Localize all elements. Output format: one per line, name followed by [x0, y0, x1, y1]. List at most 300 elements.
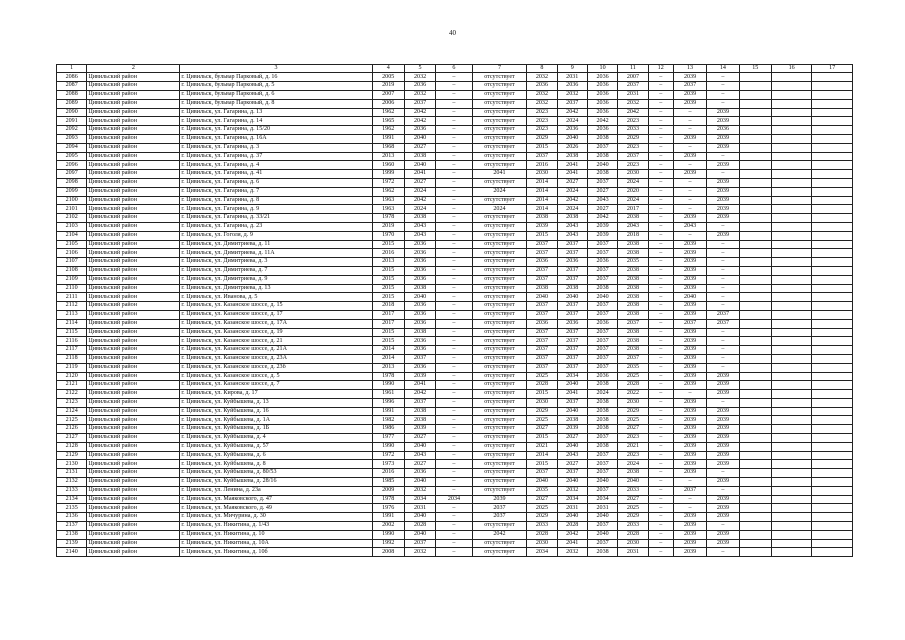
table-cell: 1991: [372, 513, 404, 522]
table-cell: 2039: [707, 143, 739, 152]
table-cell: [739, 425, 771, 434]
table-cell: [739, 363, 771, 372]
table-cell: [812, 99, 853, 108]
table-cell: 2037: [527, 469, 557, 478]
table-cell: 2088: [57, 91, 87, 100]
table-cell: г. Цивильск, ул. Казанское шоссе, д. 15: [180, 302, 372, 311]
table-cell: отсутствует: [472, 416, 527, 425]
table-row: [57, 284, 853, 293]
table-cell: [739, 513, 771, 522]
table-cell: 2027: [557, 178, 587, 187]
table-cell: 2038: [587, 170, 617, 179]
table-cell: –: [436, 205, 472, 214]
table-cell: [812, 266, 853, 275]
table-cell: 1999: [372, 170, 404, 179]
table-cell: 2024: [557, 187, 587, 196]
table-cell: г. Цивильск, ул. Гагарина, д. 23: [180, 222, 372, 231]
table-cell: Цивильский район: [87, 91, 180, 100]
table-cell: 2039: [673, 99, 706, 108]
table-cell: 2134: [57, 495, 87, 504]
table-cell: г. Цивильск, ул. Казанское шоссе, д. 17А: [180, 319, 372, 328]
table-cell: [771, 548, 811, 557]
table-row: [57, 390, 853, 399]
table-cell: 2036: [587, 91, 617, 100]
table-cell: 2038: [618, 249, 648, 258]
table-cell: 2015: [372, 266, 404, 275]
table-cell: 2034: [557, 372, 587, 381]
table-cell: отсутствует: [472, 134, 527, 143]
table-cell: 2029: [527, 134, 557, 143]
table-cell: 2036: [404, 240, 435, 249]
table-cell: 2037: [527, 152, 557, 161]
table-cell: [771, 486, 811, 495]
table-cell: 2037: [557, 275, 587, 284]
table-cell: [739, 134, 771, 143]
table-cell: [739, 346, 771, 355]
table-cell: 2039: [707, 451, 739, 460]
table-cell: 2040: [404, 530, 435, 539]
table-cell: 2025: [527, 504, 557, 513]
table-cell: –: [648, 161, 673, 170]
table-cell: 2040: [557, 134, 587, 143]
table-cell: 2041: [557, 390, 587, 399]
table-cell: 2018: [618, 231, 648, 240]
table-cell: –: [648, 249, 673, 258]
column-number: 11: [618, 65, 648, 73]
table-cell: г. Цивильск, ул. Гагарина, д. 9: [180, 205, 372, 214]
table-cell: –: [436, 82, 472, 91]
table-cell: –: [436, 434, 472, 443]
table-cell: 2137: [57, 522, 87, 531]
table-cell: 2036: [404, 337, 435, 346]
table-cell: –: [673, 178, 706, 187]
table-cell: [739, 407, 771, 416]
table-cell: 1973: [372, 460, 404, 469]
table-cell: –: [436, 460, 472, 469]
table-cell: –: [648, 530, 673, 539]
table-cell: 2043: [557, 231, 587, 240]
table-cell: [739, 302, 771, 311]
table-cell: –: [436, 258, 472, 267]
column-number: 4: [372, 65, 404, 73]
table-cell: [771, 425, 811, 434]
table-cell: [771, 539, 811, 548]
table-cell: 2037: [557, 363, 587, 372]
table-cell: 1990: [372, 530, 404, 539]
table-cell: –: [648, 478, 673, 487]
table-cell: 1978: [372, 372, 404, 381]
table-cell: [739, 91, 771, 100]
table-row: [57, 504, 853, 513]
table-cell: 2020: [618, 187, 648, 196]
column-number: 10: [587, 65, 617, 73]
table-cell: [739, 460, 771, 469]
table-cell: –: [436, 486, 472, 495]
table-cell: –: [436, 328, 472, 337]
table-cell: 2028: [618, 530, 648, 539]
table-row: [57, 73, 853, 82]
table-cell: –: [436, 143, 472, 152]
table-cell: 2037: [618, 82, 648, 91]
table-row: [57, 469, 853, 478]
table-cell: 2036: [527, 82, 557, 91]
table-cell: 2015: [372, 328, 404, 337]
table-cell: –: [707, 363, 739, 372]
table-cell: –: [648, 266, 673, 275]
table-cell: [771, 495, 811, 504]
table-cell: г. Цивильск, ул. Гагарина, д. 4: [180, 161, 372, 170]
table-cell: г. Цивильск, ул. Никитина, д. 10: [180, 530, 372, 539]
table-cell: Цивильский район: [87, 99, 180, 108]
table-cell: Цивильский район: [87, 178, 180, 187]
table-row: [57, 354, 853, 363]
column-number: 15: [739, 65, 771, 73]
table-cell: 2039: [673, 328, 706, 337]
table-cell: 2026: [557, 143, 587, 152]
table-cell: [771, 170, 811, 179]
table-cell: 2024: [618, 196, 648, 205]
table-cell: –: [648, 73, 673, 82]
table-cell: Цивильский район: [87, 486, 180, 495]
table-cell: 2128: [57, 442, 87, 451]
table-cell: 2094: [57, 143, 87, 152]
table-cell: [812, 495, 853, 504]
table-cell: 2039: [673, 548, 706, 557]
table-cell: [771, 530, 811, 539]
table-cell: 2037: [673, 486, 706, 495]
table-cell: отсутствует: [472, 284, 527, 293]
table-cell: –: [648, 522, 673, 531]
table-cell: 2039: [673, 460, 706, 469]
table-cell: [739, 258, 771, 267]
table-cell: 2038: [587, 398, 617, 407]
table-cell: 1962: [372, 187, 404, 196]
table-cell: [812, 293, 853, 302]
table-cell: 2039: [707, 539, 739, 548]
table-cell: 2027: [557, 460, 587, 469]
table-cell: –: [436, 319, 472, 328]
table-cell: 2039: [673, 170, 706, 179]
table-cell: Цивильский район: [87, 346, 180, 355]
table-cell: 2037: [557, 398, 587, 407]
table-cell: 2032: [557, 91, 587, 100]
table-cell: 2039: [673, 416, 706, 425]
table-cell: [739, 530, 771, 539]
table-row: [57, 460, 853, 469]
table-cell: 2038: [527, 284, 557, 293]
table-cell: г. Цивильск, ул. Казанское шоссе, д. 21: [180, 337, 372, 346]
table-cell: 2027: [404, 434, 435, 443]
table-cell: [771, 513, 811, 522]
table-cell: 2014: [372, 346, 404, 355]
table-cell: [739, 478, 771, 487]
table-cell: –: [648, 231, 673, 240]
table-cell: 2025: [527, 372, 557, 381]
table-cell: –: [436, 346, 472, 355]
table-cell: Цивильский район: [87, 319, 180, 328]
table-cell: –: [707, 284, 739, 293]
table-cell: г. Цивильск, ул. Куйбышева, д. 13: [180, 398, 372, 407]
table-cell: [812, 469, 853, 478]
table-cell: 2037: [587, 302, 617, 311]
table-cell: 2002: [372, 522, 404, 531]
table-cell: 2005: [372, 73, 404, 82]
table-cell: 2040: [527, 478, 557, 487]
table-cell: отсутствует: [472, 390, 527, 399]
table-cell: [739, 143, 771, 152]
table-cell: отсутствует: [472, 231, 527, 240]
table-cell: 2032: [404, 548, 435, 557]
table-cell: г. Цивильск, ул. Маяковского, д. 49: [180, 504, 372, 513]
table-cell: 2019: [372, 222, 404, 231]
table-cell: 2037: [587, 451, 617, 460]
table-cell: 2036: [404, 310, 435, 319]
table-cell: –: [707, 398, 739, 407]
table-cell: 2040: [404, 161, 435, 170]
table-cell: отсутствует: [472, 398, 527, 407]
table-cell: 2039: [587, 231, 617, 240]
table-cell: отсутствует: [472, 354, 527, 363]
table-body: [57, 65, 853, 557]
table-cell: [739, 73, 771, 82]
table-cell: 2040: [557, 407, 587, 416]
table-cell: [812, 214, 853, 223]
table-cell: 2038: [557, 284, 587, 293]
table-cell: 2038: [618, 214, 648, 223]
table-cell: 2039: [527, 222, 557, 231]
table-cell: 2037: [618, 152, 648, 161]
table-cell: 2038: [618, 266, 648, 275]
table-cell: 2030: [618, 170, 648, 179]
table-cell: –: [707, 222, 739, 231]
table-cell: 2037: [587, 249, 617, 258]
table-cell: г. Цивильск, ул. Мичурина, д. 30: [180, 513, 372, 522]
table-cell: 2040: [673, 293, 706, 302]
table-cell: [812, 187, 853, 196]
table-cell: –: [707, 354, 739, 363]
table-cell: 2035: [618, 363, 648, 372]
table-cell: [771, 363, 811, 372]
table-cell: г. Цивильск, ул. Куйбышева, д. 16: [180, 407, 372, 416]
table-cell: [739, 231, 771, 240]
table-cell: 1972: [372, 178, 404, 187]
table-cell: Цивильский район: [87, 337, 180, 346]
table-cell: 2031: [404, 504, 435, 513]
table-cell: 2112: [57, 302, 87, 311]
table-cell: отсутствует: [472, 381, 527, 390]
table-row: [57, 214, 853, 223]
table-cell: г. Цивильск, ул. Куйбышева, д. 57: [180, 442, 372, 451]
table-cell: –: [648, 495, 673, 504]
table-cell: Цивильский район: [87, 425, 180, 434]
table-cell: 2014: [372, 354, 404, 363]
table-cell: 2021: [618, 442, 648, 451]
table-cell: 2041: [472, 170, 527, 179]
table-cell: 2040: [587, 293, 617, 302]
table-cell: [771, 108, 811, 117]
table-cell: 2036: [404, 275, 435, 284]
table-cell: 1985: [372, 478, 404, 487]
table-cell: 2037: [557, 249, 587, 258]
table-cell: [739, 416, 771, 425]
table-cell: 2033: [618, 486, 648, 495]
table-cell: 1992: [372, 539, 404, 548]
table-cell: –: [648, 469, 673, 478]
table-cell: Цивильский район: [87, 143, 180, 152]
table-cell: 2041: [557, 539, 587, 548]
table-cell: 2097: [57, 170, 87, 179]
table-cell: Цивильский район: [87, 170, 180, 179]
table-row: [57, 117, 853, 126]
table-cell: Цивильский район: [87, 258, 180, 267]
table-cell: 2037: [557, 240, 587, 249]
table-cell: 2042: [557, 196, 587, 205]
table-cell: 2039: [707, 416, 739, 425]
table-cell: 2039: [673, 425, 706, 434]
table-cell: [771, 442, 811, 451]
table-cell: 2015: [372, 293, 404, 302]
table-cell: [812, 82, 853, 91]
table-cell: 2036: [587, 108, 617, 117]
table-cell: 2032: [618, 99, 648, 108]
table-cell: отсутствует: [472, 275, 527, 284]
table-row: [57, 222, 853, 231]
column-number: 14: [707, 65, 739, 73]
table-cell: –: [707, 302, 739, 311]
table-cell: [739, 495, 771, 504]
table-cell: [812, 143, 853, 152]
table-cell: г. Цивильск, ул. Казанское шоссе, д. 21А: [180, 346, 372, 355]
table-cell: 2040: [557, 381, 587, 390]
table-cell: 2043: [557, 222, 587, 231]
table-cell: 2037: [557, 469, 587, 478]
table-cell: отсутствует: [472, 99, 527, 108]
table-cell: 2039: [673, 275, 706, 284]
table-cell: г. Цивильск, ул. Димитриева, д. 11: [180, 240, 372, 249]
table-cell: 2039: [673, 522, 706, 531]
table-row: [57, 293, 853, 302]
table-row: [57, 539, 853, 548]
table-cell: 2040: [587, 513, 617, 522]
table-cell: 2091: [57, 117, 87, 126]
table-cell: 2037: [527, 328, 557, 337]
table-cell: 2037: [557, 99, 587, 108]
table-cell: [812, 346, 853, 355]
table-cell: 2042: [404, 117, 435, 126]
table-cell: г. Цивильск, ул. Гагарина, д. 7: [180, 187, 372, 196]
table-row: [57, 495, 853, 504]
table-cell: г. Цивильск, ул. Куйбышева, д. 1А: [180, 416, 372, 425]
table-cell: Цивильский район: [87, 354, 180, 363]
table-cell: 2024: [472, 187, 527, 196]
table-cell: 2127: [57, 434, 87, 443]
table-cell: 2041: [557, 161, 587, 170]
table-cell: 2034: [527, 548, 557, 557]
table-cell: 2029: [527, 407, 557, 416]
table-cell: [739, 486, 771, 495]
table-cell: 2036: [404, 469, 435, 478]
table-cell: –: [648, 425, 673, 434]
table-cell: г. Цивильск, бульвар Парковый, д. 8: [180, 99, 372, 108]
table-cell: отсутствует: [472, 442, 527, 451]
table-cell: –: [707, 170, 739, 179]
table-cell: –: [436, 222, 472, 231]
table-cell: 2093: [57, 134, 87, 143]
table-cell: 2038: [557, 152, 587, 161]
table-cell: [739, 275, 771, 284]
table-cell: 2110: [57, 284, 87, 293]
table-cell: 2027: [618, 495, 648, 504]
table-cell: [771, 284, 811, 293]
table-cell: –: [648, 513, 673, 522]
table-cell: [739, 117, 771, 126]
table-cell: 2039: [673, 442, 706, 451]
table-cell: г. Цивильск, ул. Гагарина, д. 6: [180, 178, 372, 187]
table-cell: 2131: [57, 469, 87, 478]
table-cell: 2031: [618, 548, 648, 557]
table-cell: отсутствует: [472, 337, 527, 346]
table-cell: отсутствует: [472, 222, 527, 231]
table-cell: [739, 434, 771, 443]
table-row: [57, 143, 853, 152]
table-cell: –: [648, 354, 673, 363]
table-cell: –: [707, 293, 739, 302]
table-cell: [812, 337, 853, 346]
table-cell: –: [436, 266, 472, 275]
table-row: [57, 451, 853, 460]
table-cell: [739, 442, 771, 451]
table-cell: 2017: [372, 319, 404, 328]
table-cell: отсутствует: [472, 346, 527, 355]
table-cell: –: [436, 530, 472, 539]
table-cell: 2039: [707, 442, 739, 451]
table-cell: 2037: [587, 266, 617, 275]
table-cell: 2039: [404, 372, 435, 381]
table-cell: 2023: [527, 126, 557, 135]
table-cell: Цивильский район: [87, 293, 180, 302]
table-cell: отсутствует: [472, 196, 527, 205]
table-cell: 2023: [527, 108, 557, 117]
table-cell: 2104: [57, 231, 87, 240]
table-cell: –: [436, 99, 472, 108]
table-cell: [739, 187, 771, 196]
table-cell: 2037: [527, 346, 557, 355]
table-cell: 1976: [372, 504, 404, 513]
table-row: [57, 416, 853, 425]
table-cell: Цивильский район: [87, 73, 180, 82]
table-cell: 2037: [527, 302, 557, 311]
table-cell: –: [648, 451, 673, 460]
table-cell: –: [436, 108, 472, 117]
table-cell: Цивильский район: [87, 416, 180, 425]
table-cell: 2036: [587, 319, 617, 328]
table-cell: 2039: [673, 249, 706, 258]
table-cell: 2037: [587, 486, 617, 495]
table-cell: Цивильский район: [87, 187, 180, 196]
table-cell: –: [648, 222, 673, 231]
table-cell: 2041: [404, 170, 435, 179]
table-cell: 2036: [557, 258, 587, 267]
table-cell: 2037: [587, 363, 617, 372]
table-cell: г. Цивильск, ул. Димитриева, д. 9: [180, 275, 372, 284]
table-cell: [739, 205, 771, 214]
table-cell: 2114: [57, 319, 87, 328]
table-cell: 2027: [618, 425, 648, 434]
table-cell: 2027: [404, 460, 435, 469]
table-cell: –: [673, 108, 706, 117]
column-number: 6: [436, 65, 472, 73]
table-cell: г. Цивильск, ул. Димитриева, д. 11А: [180, 249, 372, 258]
